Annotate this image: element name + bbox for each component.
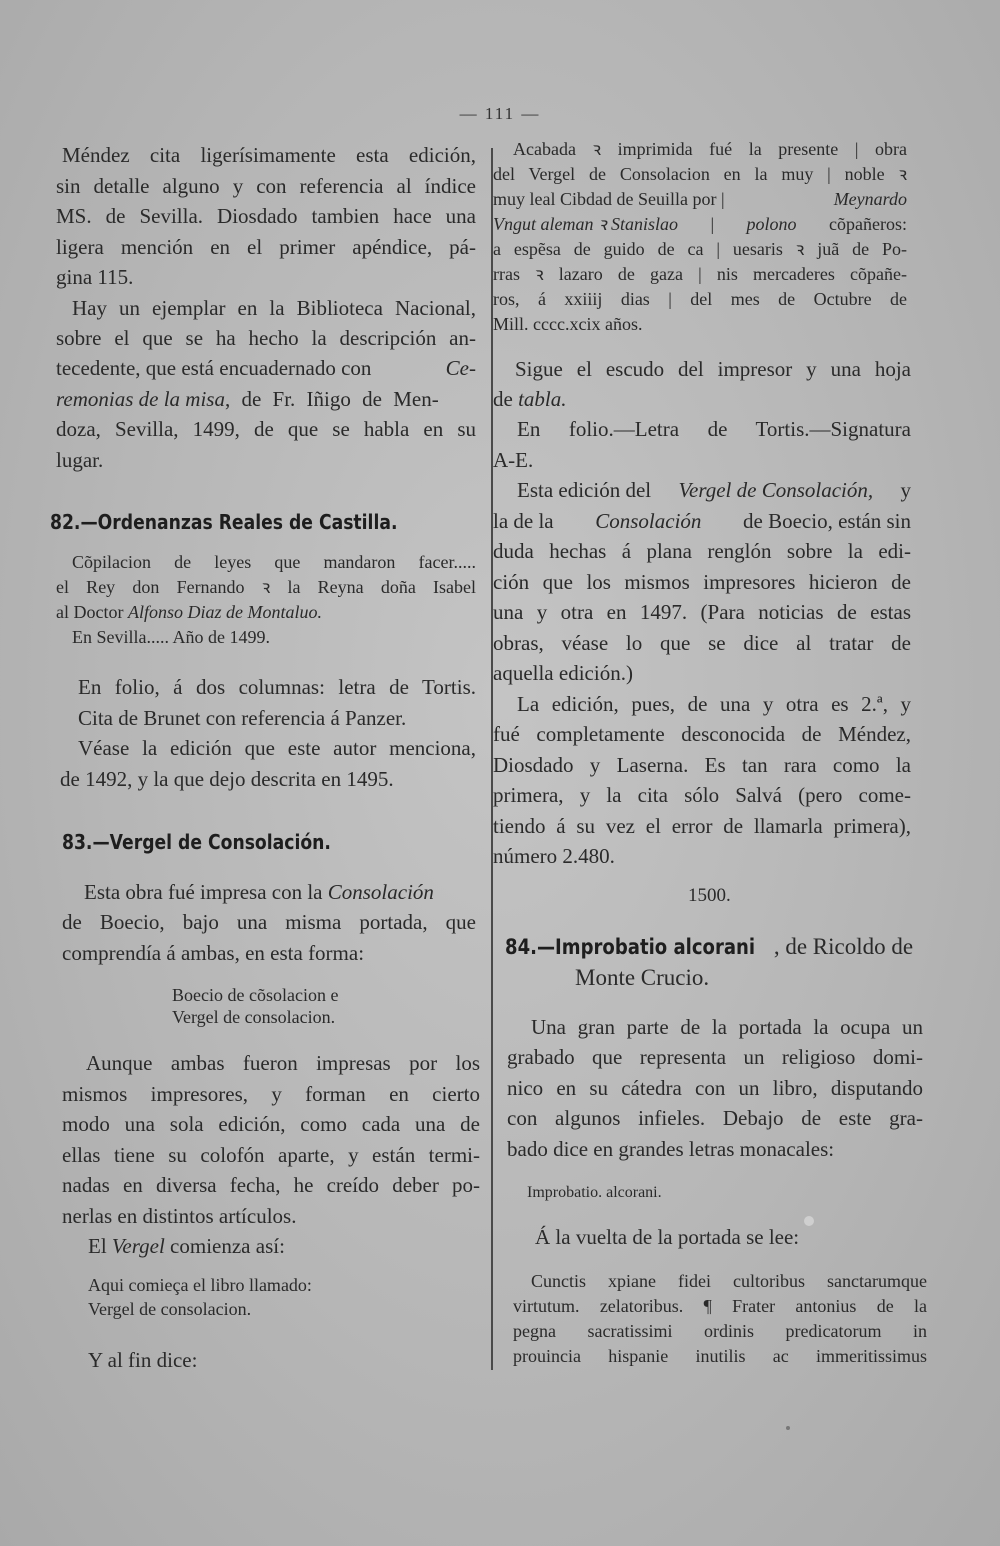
colophon-line: ros, á xxiiij dias | del mes de Octubre de bbox=[493, 289, 907, 309]
text-line: con algunos infieles. Debajo de este gra- bbox=[507, 1106, 923, 1130]
text-line: fué completamente desconocida de Méndez, bbox=[493, 722, 911, 746]
text-line: de tabla. bbox=[493, 387, 567, 411]
colophon-line: Mill. cccc.xcix años. bbox=[493, 314, 643, 334]
ink-speck bbox=[786, 1426, 790, 1430]
year-heading: 1500. bbox=[688, 885, 731, 906]
text-line: aquella edición.) bbox=[493, 661, 633, 685]
entry-heading-84-cont: Monte Crucio. bbox=[575, 965, 710, 990]
quote-line: Improbatio. alcorani. bbox=[527, 1184, 662, 1201]
text-line: nadas en diversa fecha, he creído deber po- bbox=[62, 1173, 480, 1197]
text-line: Véase la edición que este autor menciona, bbox=[78, 736, 476, 760]
text-line: remonias de la misa, de Fr. Iñigo de Men- bbox=[56, 387, 439, 411]
text-line: sin detalle alguno y con referencia al índice bbox=[56, 174, 476, 198]
paper-spot bbox=[804, 1216, 814, 1226]
text-line: Esta obra fué impresa con la Consolación bbox=[84, 880, 434, 904]
text-line: la de la Consolación de Boecio, están sin bbox=[493, 509, 911, 533]
colophon-line: rras ꝛ lazaro de gaza | nis mercaderes cõpañe- bbox=[493, 264, 907, 284]
colophon-line: muy leal Cibdad de Seuilla por | Meynardo bbox=[493, 189, 907, 209]
text-line: duda hechas á plana renglón sobre la edi- bbox=[493, 539, 911, 563]
entry-heading-82: 82.—Ordenanzas Reales de Castilla. bbox=[50, 510, 398, 534]
text-line: doza, Sevilla, 1499, de que se habla en su bbox=[56, 417, 476, 441]
text-line: tecedente, que está encuadernado con Ce- bbox=[56, 356, 476, 380]
text-line: MS. de Sevilla. Diosdado tambien hace una bbox=[56, 204, 476, 228]
text-line: tiendo á su vez el error de llamarla primera), bbox=[493, 814, 911, 838]
page-number: — 111 — bbox=[459, 104, 541, 123]
text-line: nerlas en distintos artículos. bbox=[62, 1204, 297, 1228]
quote-line: Vergel de consolacion. bbox=[88, 1299, 252, 1319]
text-line: ligera mención en el primer apéndice, pá- bbox=[56, 235, 476, 259]
quote-line: Aqui comieça el libro llamado: bbox=[88, 1275, 312, 1295]
text-line: gina 115. bbox=[56, 265, 134, 289]
text-line: ción que los mismos impresores hicieron de bbox=[493, 570, 911, 594]
text-line: El Vergel comienza así: bbox=[88, 1234, 285, 1258]
text-line: una y otra en 1497. (Para noticias de estas bbox=[493, 600, 911, 624]
text-line: Méndez cita ligerísimamente esta edición, bbox=[62, 143, 476, 167]
quote-line: En Sevilla..... Año de 1499. bbox=[72, 627, 270, 647]
text-line: ellas tiene su colofón aparte, y están termi- bbox=[62, 1143, 480, 1167]
quote-line: al Doctor Alfonso Diaz de Montaluo. bbox=[56, 602, 322, 622]
text-line: bado dice en grandes letras monacales: bbox=[507, 1137, 835, 1161]
text-line: En folio.—Letra de Tortis.—Signatura bbox=[517, 417, 911, 441]
colophon-line: a espẽsa de guido de ca | uesaris ꝛ juã de Po- bbox=[493, 239, 907, 259]
text-line: Diosdado y Laserna. Es tan rara como la bbox=[493, 753, 911, 777]
quote-line: prouincia hispanie inutilis ac immeritissimus bbox=[513, 1346, 927, 1366]
quote-line: Cunctis xpiane fidei cultoribus sanctarumque bbox=[531, 1271, 927, 1291]
text-line: obras, véase lo que se dice al tratar de bbox=[493, 631, 911, 655]
text-line: comprendía á ambas, en esta forma: bbox=[62, 941, 365, 965]
text-line: de Boecio, bajo una misma portada, que bbox=[62, 910, 476, 934]
text-line: En folio, á dos columnas: letra de Tortis. bbox=[78, 675, 476, 699]
text-line: Aunque ambas fueron impresas por los bbox=[86, 1051, 480, 1075]
quote-line: Cõpilacion de leyes que mandaron facer..... bbox=[72, 552, 476, 572]
text-line: Sigue el escudo del impresor y una hoja bbox=[515, 357, 911, 381]
text-line: La edición, pues, de una y otra es 2.ª, y bbox=[517, 692, 911, 716]
text-line: de 1492, y la que dejo descrita en 1495. bbox=[60, 767, 394, 791]
quote-line: el Rey don Fernando ꝛ la Reyna doña Isabel bbox=[56, 577, 476, 597]
text-line: lugar. bbox=[56, 448, 104, 472]
quote-line: pegna sacratissimi ordinis predicatorum in bbox=[513, 1321, 927, 1341]
text-line: Esta edición del Vergel de Consolación, y bbox=[517, 478, 911, 502]
text-line: primera, y la cita sólo Salvá (pero come- bbox=[493, 783, 911, 807]
text-line: Cita de Brunet con referencia á Panzer. bbox=[78, 706, 407, 730]
text-line: número 2.480. bbox=[493, 844, 615, 868]
text-line: Una gran parte de la portada la ocupa un bbox=[531, 1015, 923, 1039]
colophon-line: Vngut aleman ꝛ Stanislao | polono cõpañeros: bbox=[493, 214, 907, 234]
text-line: sobre el que se ha hecho la descripción an- bbox=[56, 326, 476, 350]
text-line: mismos impresores, y forman en cierto bbox=[62, 1082, 480, 1106]
entry-heading-83: 83.—Vergel de Consolación. bbox=[62, 830, 331, 854]
colophon-line: Acabada ꝛ imprimida fué la presente | obra bbox=[513, 139, 907, 159]
quote-line: Vergel de consolacion. bbox=[172, 1007, 336, 1027]
quote-line: virtutum. zelatoribus. ¶ Frater antonius de la bbox=[513, 1296, 927, 1316]
quote-line: Boecio de cõsolacion e bbox=[172, 985, 339, 1005]
entry-heading-84: 84.—Improbatio alcorani , de Ricoldo de bbox=[505, 934, 914, 959]
text-line: nico en su cátedra con un libro, disputando bbox=[507, 1076, 923, 1100]
text-line: modo una sola edición, como cada una de bbox=[62, 1112, 480, 1136]
text-line: A-E. bbox=[493, 448, 534, 472]
colophon-line: del Vergel de Consolacion en la muy | noble ꝛ bbox=[493, 164, 907, 184]
text-line: grabado que representa un religioso domi- bbox=[507, 1045, 923, 1069]
text-line: Y al fin dice: bbox=[88, 1348, 198, 1372]
text-line: Á la vuelta de la portada se lee: bbox=[535, 1225, 800, 1249]
text-line: Hay un ejemplar en la Biblioteca Nacional, bbox=[72, 296, 476, 320]
